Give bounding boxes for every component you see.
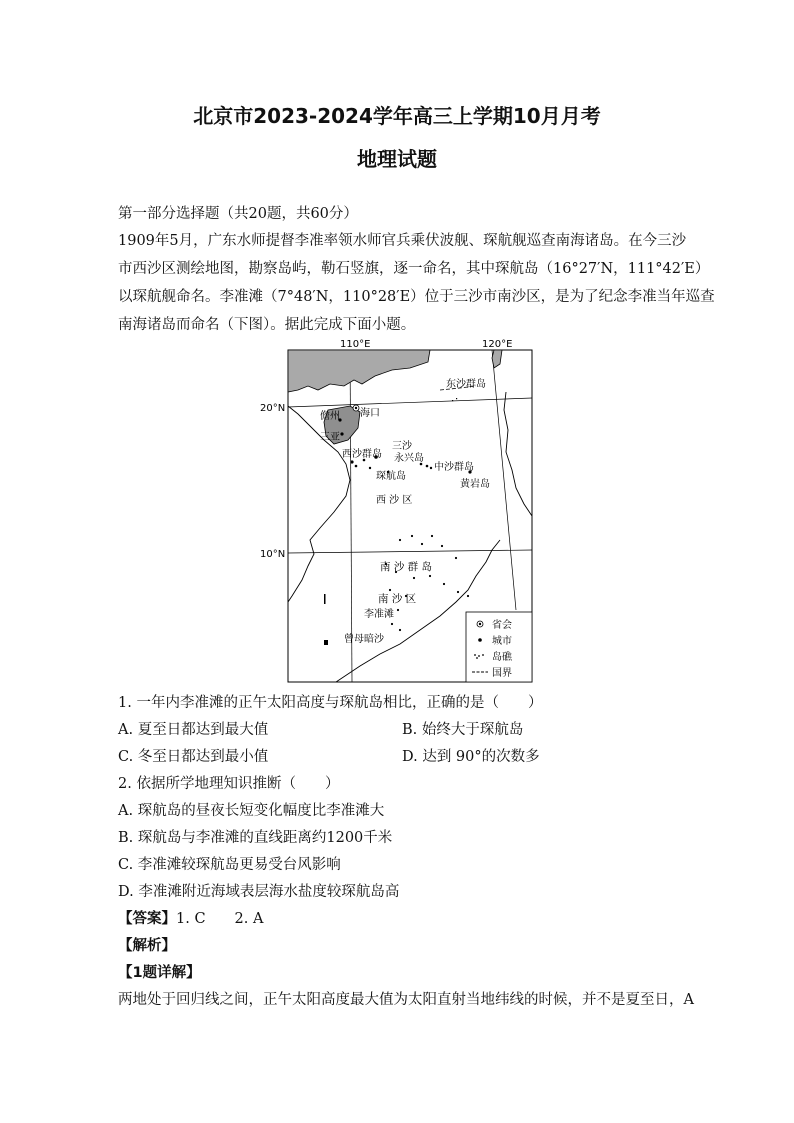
south-china-sea-map	[260, 339, 540, 685]
intro-line-1: 1909年5月，广东水师提督李准率领水师官兵乘伏波舰、琛航舰巡查南海诸岛。在今三沙	[118, 233, 687, 249]
q1-option-a: A. 夏至日都达到最大值	[118, 722, 269, 738]
label-huangyan: 黄岩岛	[460, 479, 490, 490]
q1-option-b: B. 始终大于琛航岛	[402, 722, 524, 738]
label-nansha-district: 南 沙 区	[378, 593, 417, 605]
answer-text: 1. C 2. A	[176, 911, 264, 927]
analysis-label: 【解析】	[118, 938, 176, 954]
q2-option-d: D. 李准滩附近海域表层海水盐度较琛航岛高	[118, 884, 400, 900]
q1-stem: 1. 一年内李准滩的正午太阳高度与琛航岛相比，正确的是（ ）	[118, 695, 543, 711]
detail-label: 【1题详解】	[118, 965, 201, 981]
intro-line-4: 南海诸岛而命名（下图）。据此完成下面小题。	[118, 317, 416, 333]
answer-label: 【答案】	[118, 911, 176, 927]
label-20n: 20°N	[260, 403, 286, 414]
label-sanya: 三亚	[320, 432, 340, 443]
legend-capital: 省会	[492, 620, 512, 631]
q1-option-c: C. 冬至日都达到最小值	[118, 749, 269, 765]
detail-text: 两地处于回归线之间，正午太阳高度最大值为太阳直射当地纬线的时候，并不是夏至日，A	[118, 992, 694, 1008]
label-xisha-islands: 西沙群岛	[342, 449, 382, 460]
page-title: 北京市2023-2024学年高三上学期10月月考	[193, 104, 601, 128]
label-danzhou: 儋州	[320, 411, 340, 422]
label-zhongsha: 中沙群岛	[434, 462, 474, 473]
intro-line-3: 以琛航舰命名。李准滩（7°48′N，110°28′E）位于三沙市南沙区，是为了纪念李准当年巡查	[118, 289, 715, 305]
label-120e: 120°E	[482, 339, 513, 350]
label-110e: 110°E	[340, 339, 371, 350]
q2-option-a: A. 琛航岛的昼夜长短变化幅度比李准滩大	[118, 803, 385, 819]
answer-line	[118, 905, 263, 933]
label-yongxing: 永兴岛	[394, 453, 424, 464]
q2-option-c: C. 李准滩较琛航岛更易受台风影响	[118, 857, 341, 873]
q2-option-b: B. 琛航岛与李准滩的直线距离约1200千米	[118, 830, 393, 846]
label-sansha: 三沙	[392, 441, 412, 452]
q1-option-d: D. 达到 90°的次数多	[402, 749, 540, 765]
label-chenhang: 琛航岛	[376, 471, 406, 482]
map-legend	[466, 612, 532, 682]
q2-stem: 2. 依据所学地理知识推断（ ）	[118, 776, 340, 792]
label-xisha-district: 西 沙 区	[376, 495, 413, 506]
label-dongsha: 东沙群岛	[446, 379, 486, 390]
label-10n: 10°N	[260, 549, 286, 560]
label-nansha-islands: 南 沙 群 岛	[380, 561, 433, 573]
label-lizhun: 李准滩	[364, 609, 394, 620]
legend-city: 城市	[492, 636, 512, 647]
page-subtitle: 地理试题	[357, 147, 437, 171]
section-heading: 第一部分选择题（共20题，共60分）	[118, 206, 358, 222]
legend-border: 国界	[492, 668, 512, 679]
label-zengmu: 曾母暗沙	[344, 634, 384, 645]
legend-reef: 岛礁	[492, 652, 512, 663]
intro-line-2: 市西沙区测绘地图，勘察岛屿，勒石竖旗，逐一命名，其中琛航岛（16°27′N，111°42′E）	[118, 261, 710, 277]
label-haikou: 海口	[360, 408, 380, 419]
